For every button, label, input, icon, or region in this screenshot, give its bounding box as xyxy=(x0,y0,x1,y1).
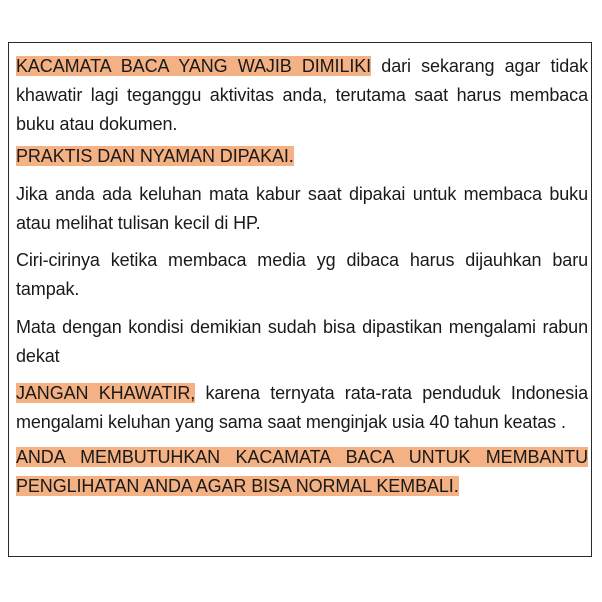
paragraph-text: karena ternyata rata-rata penduduk Indonesia mengalami keluhan yang sama saat menginjak usia 40 tahun keatas . xyxy=(16,383,589,432)
paragraph-text: dari sekarang agar tidak khawatir lagi teganggu aktivitas anda, terutama saat harus membaca buku atau dokumen. xyxy=(16,56,588,134)
highlight-heading-praktis: PRAKTIS DAN NYAMAN DIPAKAI. xyxy=(16,146,294,166)
paragraph-closing xyxy=(16,443,588,501)
paragraph-jangan-khawatir xyxy=(16,379,588,437)
document-body xyxy=(16,50,588,501)
paragraph-intro xyxy=(16,52,588,139)
paragraph-text: Jika anda ada keluhan mata kabur saat dipakai untuk membaca buku atau melihat tulisan kecil di HP. xyxy=(16,184,588,233)
paragraph-praktis xyxy=(16,142,588,171)
highlight-heading-jangan: JANGAN KHAWATIR, xyxy=(16,383,196,403)
highlight-heading-closing: ANDA MEMBUTUHKAN KACAMATA BACA UNTUK MEMBANTU PENGLIHATAN ANDA AGAR BISA NORMAL KEMBALI. xyxy=(16,447,588,496)
paragraph-keluhan xyxy=(16,180,588,238)
paragraph-text: Mata dengan kondisi demikian sudah bisa dipastikan mengalami rabun dekat xyxy=(16,317,588,366)
paragraph-rabun xyxy=(16,313,588,371)
highlight-heading-wajib: KACAMATA BACA YANG WAJIB DIMILIKI xyxy=(16,56,372,76)
paragraph-ciri xyxy=(16,246,588,304)
paragraph-text: Ciri-cirinya ketika membaca media yg dibaca harus dijauhkan baru tampak. xyxy=(16,250,588,299)
